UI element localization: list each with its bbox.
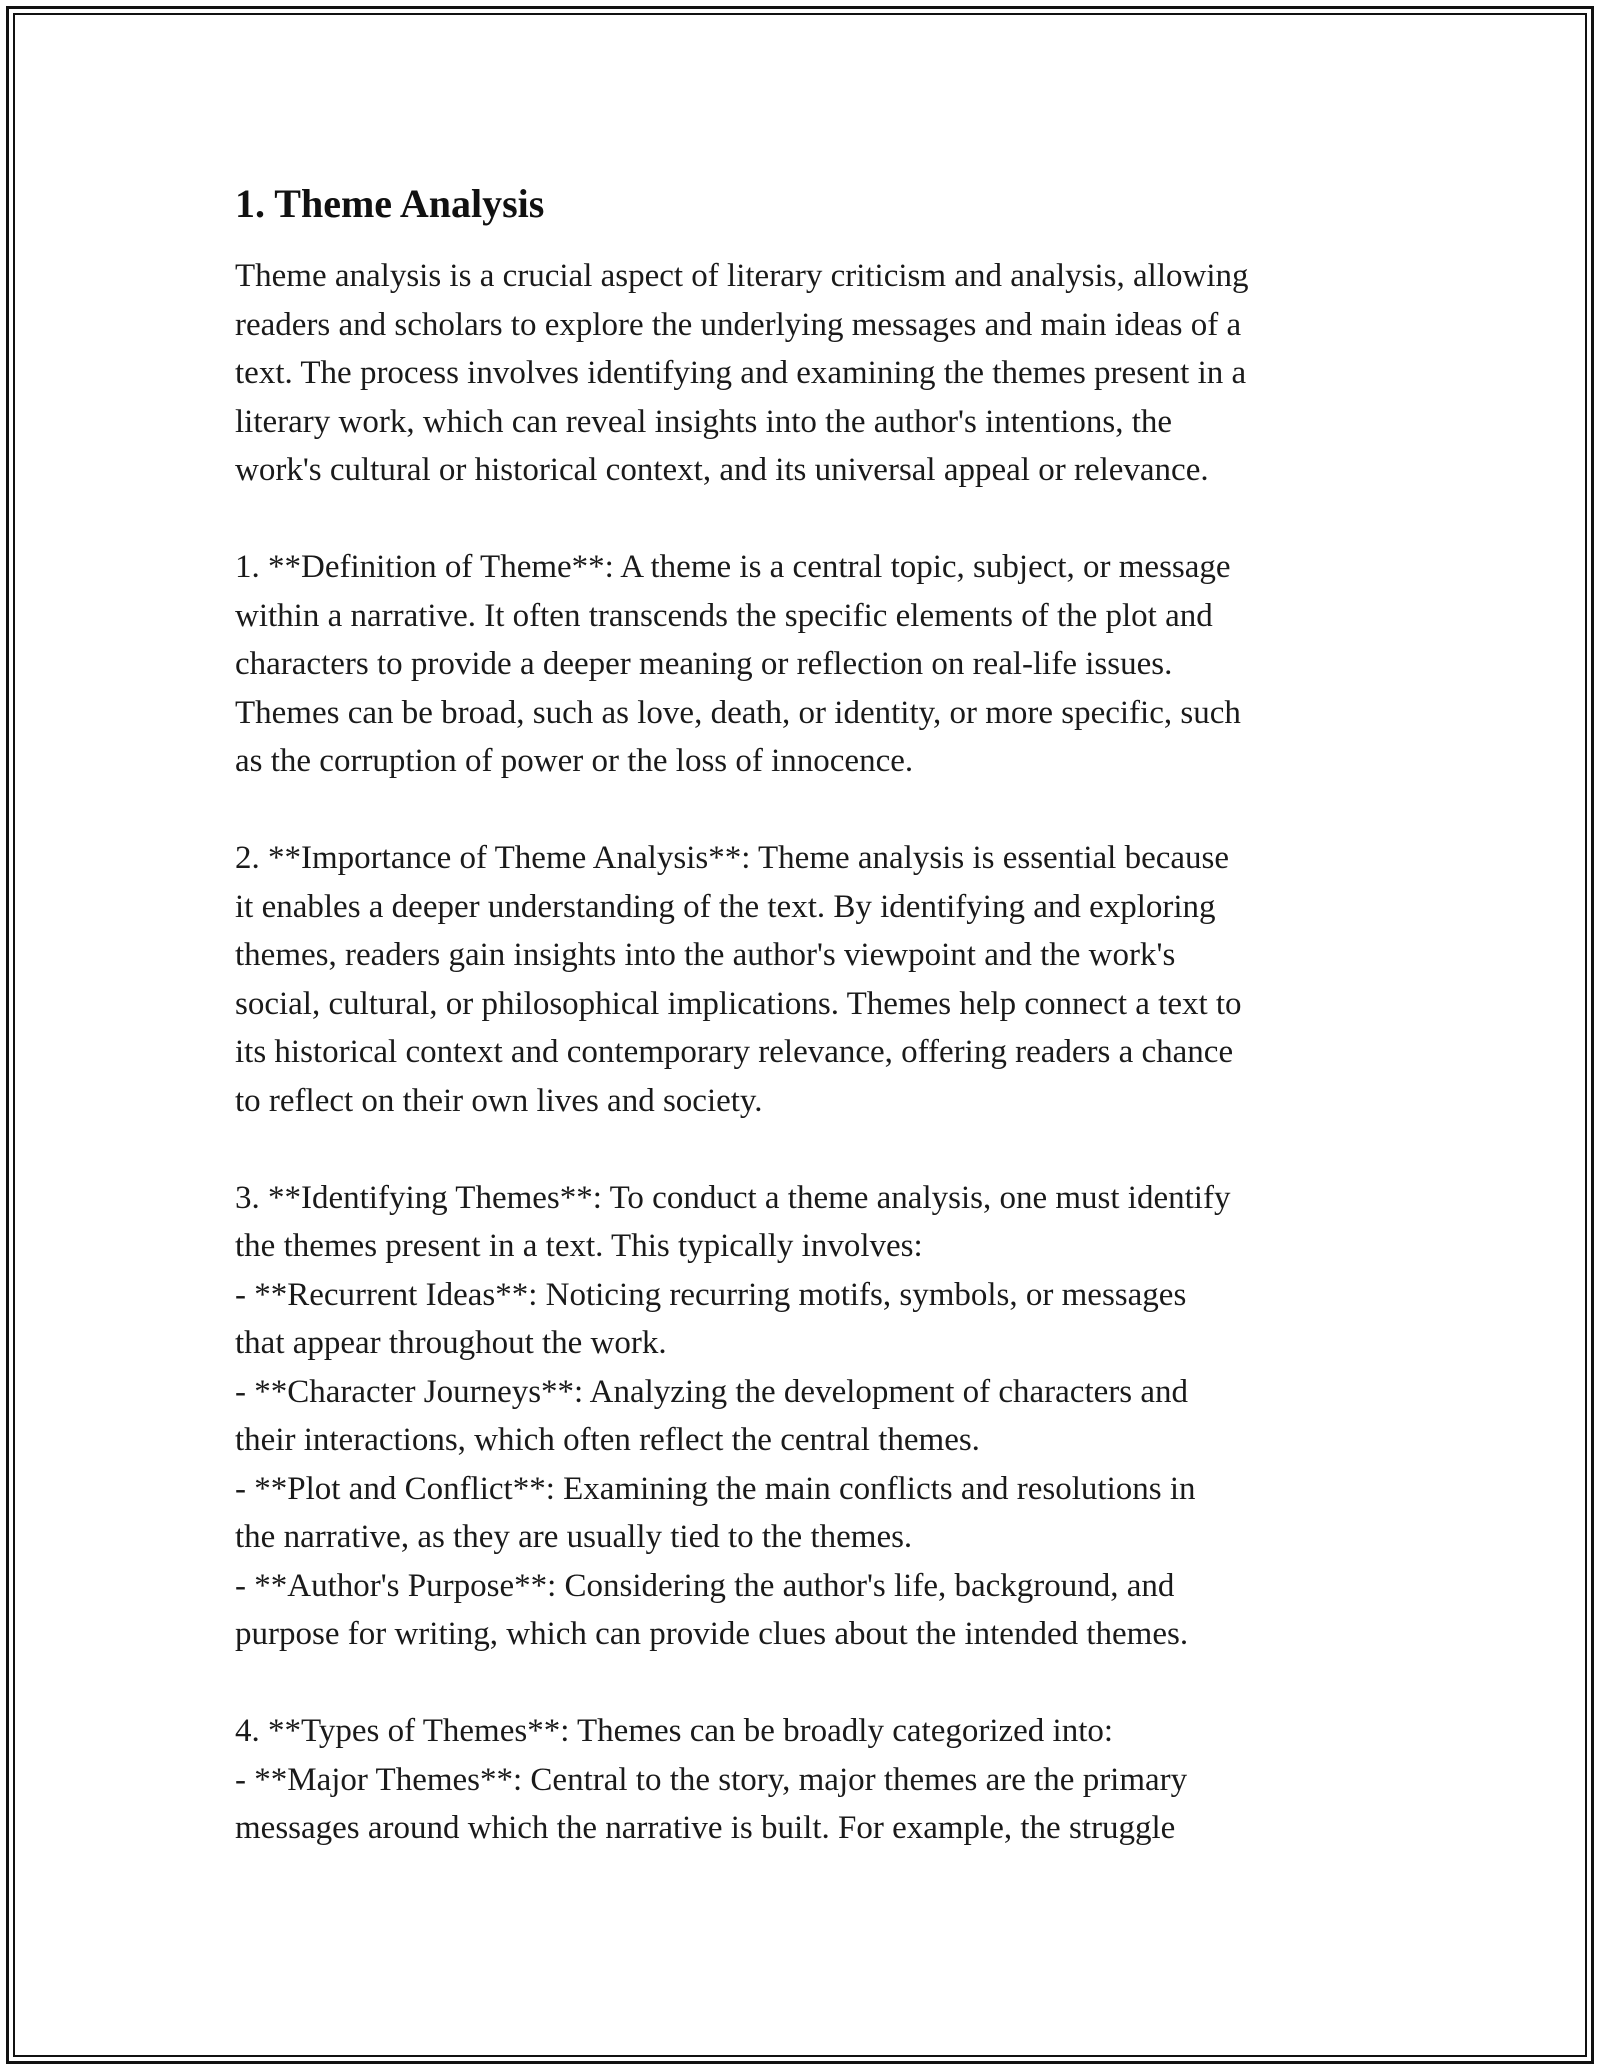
intro-paragraph: Theme analysis is a crucial aspect of literary criticism and analysis, allowing readers and scholars to explore the underlying messages and main ideas of a text. The process involves identifying and examining the themes present in a literary work, which can reveal insights into the author's intentions, the work's cultural or historical context, and its universal appeal or relevance. xyxy=(235,258,1249,488)
identifying-themes-paragraph: 3. **Identifying Themes**: To conduct a theme analysis, one must identify the themes present in a text. This typically involves: - **Recurrent Ideas**: Noticing recurring motifs, symbols, or messages that appear throughout the work. - **Character Journeys**: Analyzing the development of characters and their interactions, which often reflect the central themes. - **Plot and Conflict**: Examining the main conflicts and resolutions in the narrative, as they are usually tied to the themes. - **Author's Purpose**: Considering the author's life, background, and purpose for writing, which can provide clues about the intended themes. xyxy=(235,1179,1231,1652)
importance-paragraph: 2. **Importance of Theme Analysis**: Theme analysis is essential because it enables a deeper understanding of the text. By identifying and exploring themes, readers gain insights into the author's viewpoint and the work's social, cultural, or philosophical implications. Themes help connect a text to its historical context and contemporary relevance, offering readers a chance to reflect on their own lives and society. xyxy=(235,840,1242,1119)
types-of-themes-paragraph: 4. **Types of Themes**: Themes can be broadly categorized into: - **Major Themes**: Central to the story, major themes are the primary messages around which the narrative is built. For example, the struggle xyxy=(235,1713,1188,1846)
section-heading: 1. Theme Analysis xyxy=(235,181,545,226)
definition-paragraph: 1. **Definition of Theme**: A theme is a central topic, subject, or message within a narrative. It often transcends the specific elements of the plot and characters to provide a deeper meaning or reflection on real-life issues. Themes can be broad, such as love, death, or identity, or more specific, such as the corruption of power or the loss of innocence. xyxy=(235,549,1241,779)
document-body xyxy=(235,182,1375,1853)
